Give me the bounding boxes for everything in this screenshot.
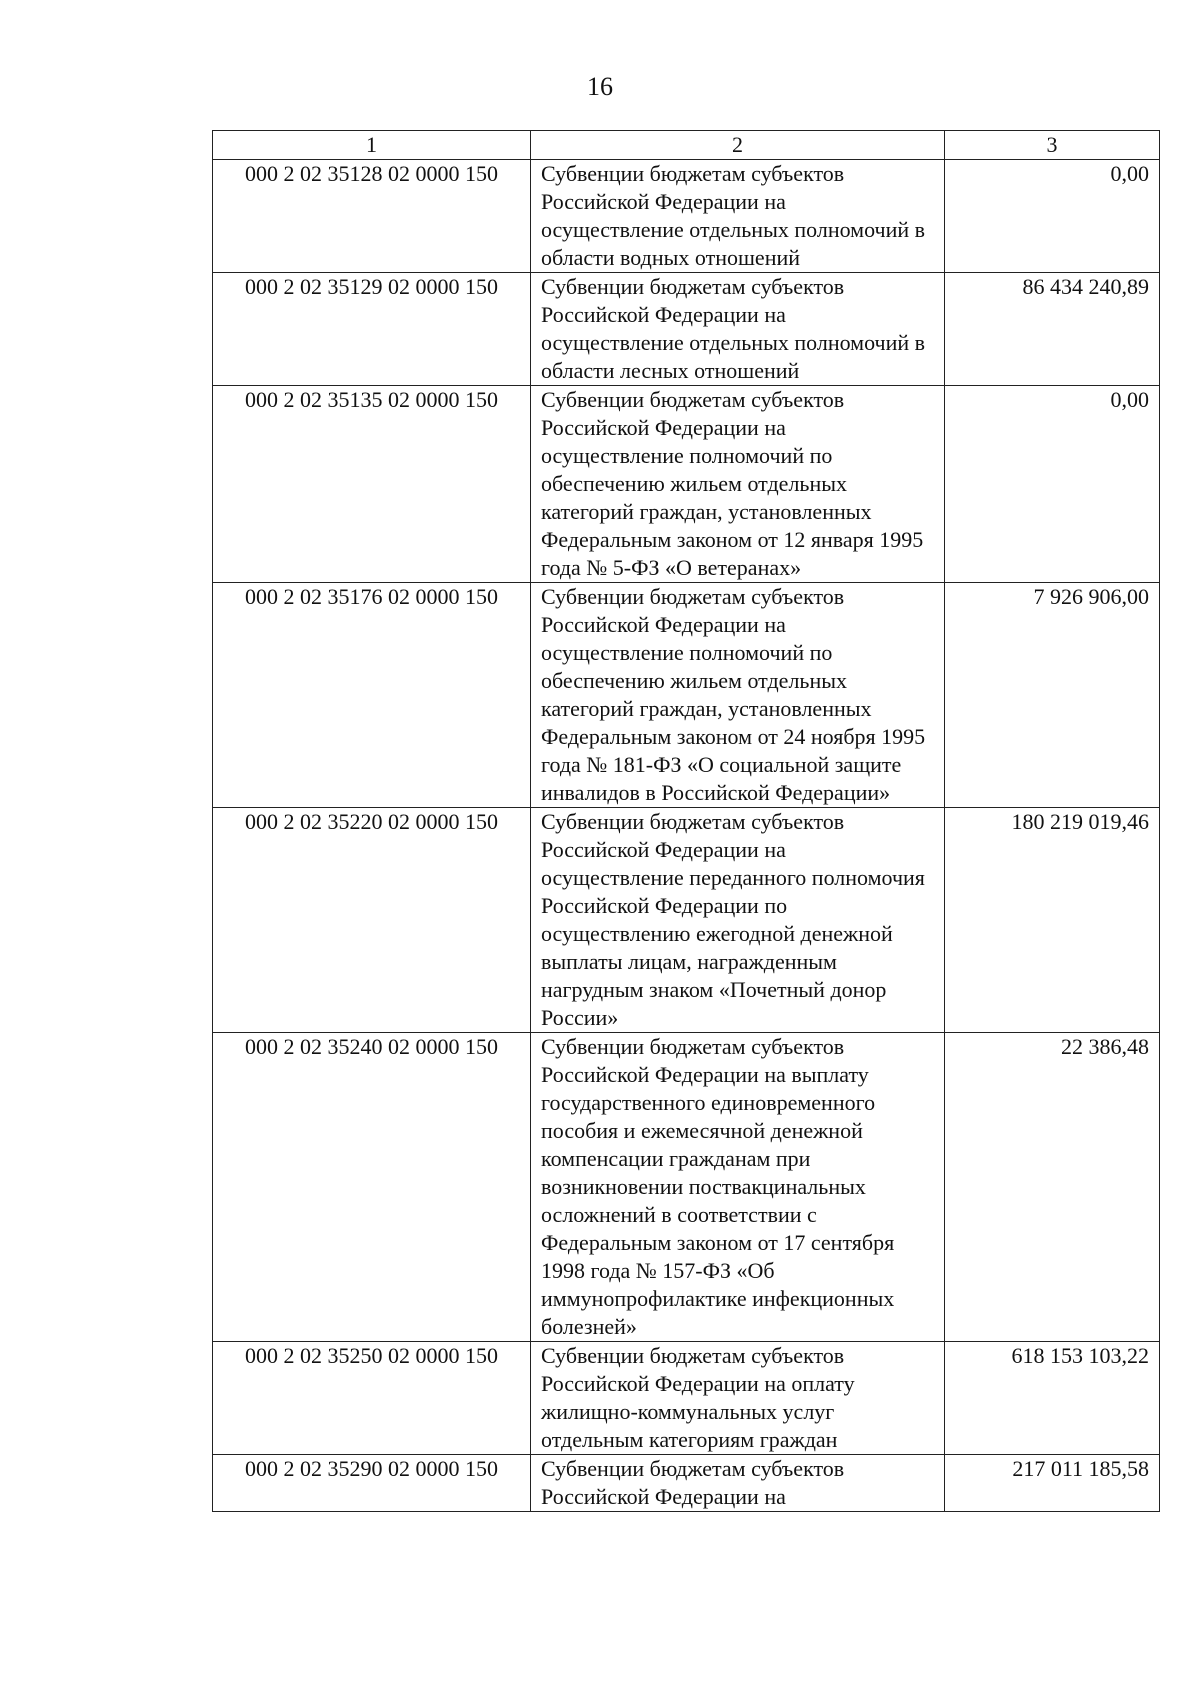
- row-amount: 7 926 906,00: [945, 583, 1160, 808]
- row-code: 000 2 02 35240 02 0000 150: [213, 1033, 531, 1342]
- row-description: Субвенции бюджетам субъектов Российской Федерации на выплату государственного единовременного пособия и ежемесячной денежной компенсации гражданам при возникновении поствакцинальных осложнений в соответствии с Федеральным законом от 17 сентября 1998 года № 157-ФЗ «Об иммунопрофилактике инфекционных болезней»: [531, 1033, 945, 1342]
- row-code: 000 2 02 35128 02 0000 150: [213, 160, 531, 273]
- row-description: Субвенции бюджетам субъектов Российской Федерации на осуществление отдельных полномочий в области водных отношений: [531, 160, 945, 273]
- row-code: 000 2 02 35176 02 0000 150: [213, 583, 531, 808]
- row-code: 000 2 02 35135 02 0000 150: [213, 386, 531, 583]
- row-amount: 180 219 019,46: [945, 808, 1160, 1033]
- table-header-row: [213, 131, 1160, 160]
- row-code: 000 2 02 35220 02 0000 150: [213, 808, 531, 1033]
- table-row: [213, 1342, 1160, 1455]
- row-amount: 0,00: [945, 386, 1160, 583]
- table-row: [213, 808, 1160, 1033]
- row-amount: 0,00: [945, 160, 1160, 273]
- row-code: 000 2 02 35129 02 0000 150: [213, 273, 531, 386]
- row-description: Субвенции бюджетам субъектов Российской Федерации на осуществление полномочий по обеспечению жильем отдельных категорий граждан, установленных Федеральным законом от 24 ноября 1995 года № 181-ФЗ «О социальной защите инвалидов в Российской Федерации»: [531, 583, 945, 808]
- column-header-1: 1: [213, 131, 531, 160]
- row-amount: 618 153 103,22: [945, 1342, 1160, 1455]
- page-number: 16: [587, 72, 613, 101]
- row-code: 000 2 02 35290 02 0000 150: [213, 1455, 531, 1512]
- table-row: [213, 160, 1160, 273]
- column-header-3: 3: [945, 131, 1160, 160]
- budget-table: [212, 130, 1160, 1512]
- row-amount: 86 434 240,89: [945, 273, 1160, 386]
- row-code: 000 2 02 35250 02 0000 150: [213, 1342, 531, 1455]
- row-amount: 22 386,48: [945, 1033, 1160, 1342]
- column-header-2: 2: [531, 131, 945, 160]
- table-row: [213, 583, 1160, 808]
- table-row: [213, 1455, 1160, 1512]
- row-amount: 217 011 185,58: [945, 1455, 1160, 1512]
- table-row: [213, 1033, 1160, 1342]
- table-row: [213, 273, 1160, 386]
- row-description: Субвенции бюджетам субъектов Российской Федерации на осуществление отдельных полномочий в области лесных отношений: [531, 273, 945, 386]
- table-row: [213, 386, 1160, 583]
- row-description: Субвенции бюджетам субъектов Российской Федерации на оплату жилищно-коммунальных услуг отдельным категориям граждан: [531, 1342, 945, 1455]
- row-description: Субвенции бюджетам субъектов Российской Федерации на осуществление переданного полномочия Российской Федерации по осуществлению ежегодной денежной выплаты лицам, награжденным нагрудным знаком «Почетный донор России»: [531, 808, 945, 1033]
- row-description: Субвенции бюджетам субъектов Российской Федерации на: [531, 1455, 945, 1512]
- row-description: Субвенции бюджетам субъектов Российской Федерации на осуществление полномочий по обеспечению жильем отдельных категорий граждан, установленных Федеральным законом от 12 января 1995 года № 5-ФЗ «О ветеранах»: [531, 386, 945, 583]
